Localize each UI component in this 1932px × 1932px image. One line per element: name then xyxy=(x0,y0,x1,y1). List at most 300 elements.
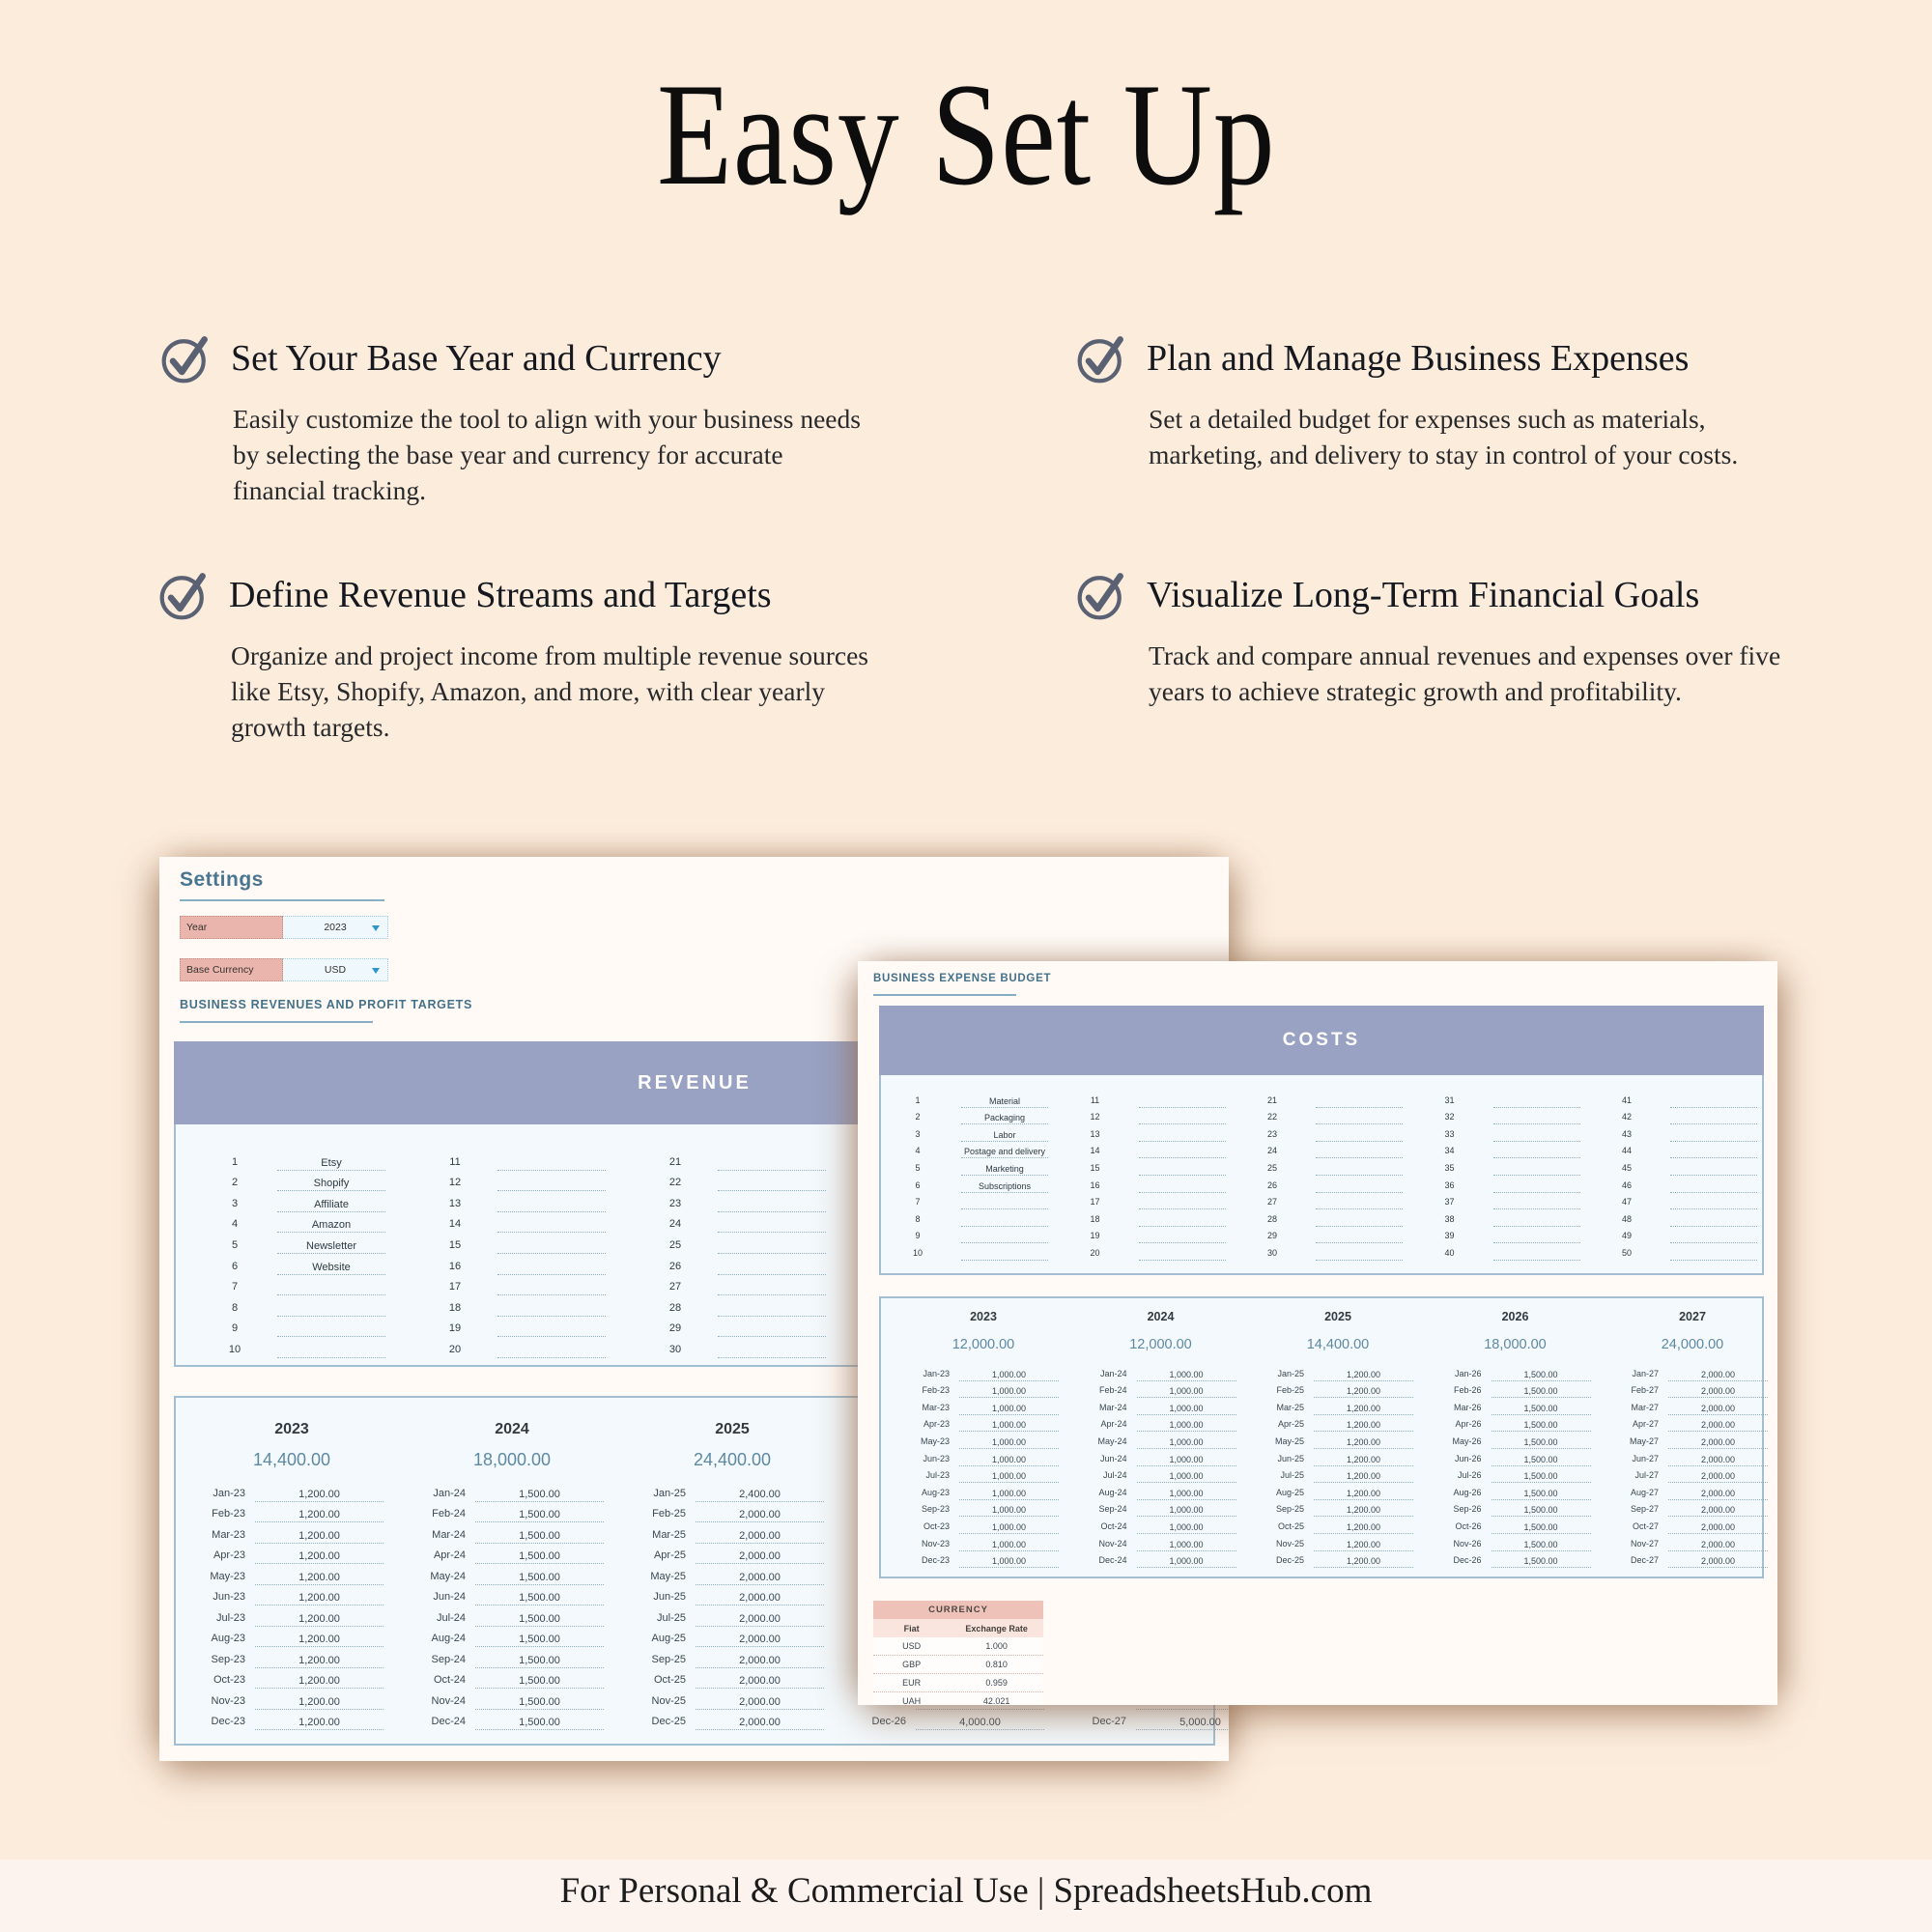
currency-code: USD xyxy=(902,1641,922,1651)
month-label: Sep-27 xyxy=(1630,1504,1659,1515)
month-row xyxy=(190,1564,393,1585)
entry-number: 17 xyxy=(1090,1197,1100,1208)
month-value: 2,000.00 xyxy=(1668,1466,1768,1484)
entry-number: 12 xyxy=(1090,1112,1100,1122)
month-row xyxy=(190,1585,393,1606)
month-label: Feb-23 xyxy=(212,1508,245,1520)
month-label: May-24 xyxy=(1097,1435,1127,1446)
entry-label xyxy=(1316,1174,1403,1176)
month-label: May-25 xyxy=(650,1570,686,1582)
month-row xyxy=(1431,1415,1601,1433)
entry-row xyxy=(1600,1176,1764,1193)
month-value: 1,000.00 xyxy=(1137,1381,1236,1399)
currency-rate: 1.000 xyxy=(985,1641,1008,1651)
month-row xyxy=(411,1585,613,1606)
month-label: Aug-24 xyxy=(431,1633,466,1644)
entry-number: 21 xyxy=(1266,1094,1277,1105)
month-value: 2,000.00 xyxy=(1668,1483,1768,1500)
feature-body-line: Easily customize the tool to align with your business needs xyxy=(233,404,861,434)
month-value: 1,500.00 xyxy=(1492,1551,1591,1569)
entry-row xyxy=(648,1317,841,1338)
entry-label xyxy=(497,1335,606,1337)
entry-number: 19 xyxy=(448,1322,462,1335)
entry-label xyxy=(277,1315,385,1317)
month-row xyxy=(1253,1398,1423,1415)
month-value: 2,000.00 xyxy=(1668,1364,1768,1381)
entry-number: 4 xyxy=(915,1146,921,1156)
month-row xyxy=(1076,1364,1246,1381)
month-value: 1,500.00 xyxy=(475,1564,604,1585)
month-row xyxy=(631,1668,834,1690)
month-row xyxy=(898,1534,1068,1551)
entry-label: Postage and delivery xyxy=(961,1147,1048,1158)
feature-body xyxy=(233,401,861,508)
month-label: Nov-24 xyxy=(1098,1538,1127,1548)
year-header: 2024 xyxy=(495,1421,529,1437)
year-column xyxy=(190,1398,393,1730)
month-value: 1,500.00 xyxy=(475,1689,604,1710)
month-row xyxy=(411,1689,613,1710)
costs-table-header: COSTS xyxy=(879,1006,1764,1075)
feature-body-line: marketing, and delivery to stay in control of your costs. xyxy=(1149,440,1739,469)
month-value: 1,000.00 xyxy=(1137,1398,1236,1415)
entry-number: 49 xyxy=(1621,1231,1632,1241)
month-row xyxy=(1253,1466,1423,1484)
checkmark-icon xyxy=(1075,331,1129,385)
year-field xyxy=(180,916,388,939)
entry-label xyxy=(718,1356,826,1358)
month-row xyxy=(1607,1415,1777,1433)
entry-label: Amazon xyxy=(277,1219,385,1233)
month-value: 1,000.00 xyxy=(959,1466,1059,1484)
month-label: Mar-25 xyxy=(652,1528,686,1541)
month-row xyxy=(411,1710,613,1731)
month-value: 1,000.00 xyxy=(1137,1364,1236,1381)
entry-number: 1 xyxy=(231,1155,239,1168)
month-value: 2,000.00 xyxy=(696,1689,824,1710)
year-total: 14,400.00 xyxy=(1306,1337,1370,1352)
month-label: Dec-27 xyxy=(1092,1716,1126,1727)
year-header: 2023 xyxy=(970,1310,997,1323)
month-value: 1,200.00 xyxy=(1314,1483,1413,1500)
month-row xyxy=(1607,1398,1777,1415)
year-dropdown[interactable] xyxy=(283,916,388,939)
entry-number: 5 xyxy=(915,1162,921,1173)
entry-row xyxy=(648,1337,841,1358)
month-label: Oct-23 xyxy=(213,1674,245,1686)
currency-code: UAH xyxy=(902,1696,922,1705)
month-row xyxy=(1253,1500,1423,1518)
entry-row xyxy=(1423,1243,1587,1261)
month-value: 1,500.00 xyxy=(1492,1381,1591,1399)
entry-row xyxy=(208,1212,401,1234)
year-total: 14,400.00 xyxy=(252,1450,331,1469)
month-value: 1,500.00 xyxy=(475,1544,604,1565)
month-label: Dec-23 xyxy=(211,1716,245,1727)
entry-row xyxy=(1068,1142,1233,1159)
month-value: 1,000.00 xyxy=(959,1517,1059,1534)
entry-number: 36 xyxy=(1444,1179,1455,1190)
currency-rate: 0.959 xyxy=(985,1678,1008,1688)
month-value: 1,500.00 xyxy=(1492,1466,1591,1484)
month-row xyxy=(411,1668,613,1690)
month-row xyxy=(898,1483,1068,1500)
month-label: Feb-25 xyxy=(652,1508,686,1520)
month-row xyxy=(190,1502,393,1523)
currency-code: EUR xyxy=(902,1678,922,1688)
entry-number: 40 xyxy=(1444,1247,1455,1258)
entry-number: 2 xyxy=(231,1177,239,1189)
entry-number: 21 xyxy=(668,1155,682,1168)
entry-label xyxy=(1493,1259,1580,1261)
entry-label xyxy=(277,1293,385,1295)
year-column xyxy=(1431,1298,1601,1568)
month-row xyxy=(898,1466,1068,1484)
entry-label xyxy=(1493,1241,1580,1243)
entry-row xyxy=(648,1295,841,1317)
month-row xyxy=(411,1564,613,1585)
month-row xyxy=(1431,1483,1601,1500)
entry-row xyxy=(1600,1108,1764,1125)
entry-label xyxy=(1139,1106,1226,1108)
entry-number: 26 xyxy=(668,1260,682,1272)
entry-group xyxy=(1245,1091,1409,1261)
entry-number: 3 xyxy=(231,1197,239,1209)
entry-number: 28 xyxy=(668,1301,682,1314)
month-value: 1,500.00 xyxy=(1492,1398,1591,1415)
month-value: 2,400.00 xyxy=(696,1481,824,1502)
base-currency-dropdown-value: USD xyxy=(324,964,347,976)
month-label: Dec-27 xyxy=(1630,1555,1659,1566)
entry-row xyxy=(891,1158,1055,1176)
currency-table-columns xyxy=(873,1619,1043,1637)
month-row xyxy=(1076,1398,1246,1415)
checkmark-icon xyxy=(1075,568,1129,622)
year-dropdown-value: 2023 xyxy=(324,922,347,933)
year-total: 18,000.00 xyxy=(1484,1337,1547,1352)
revenue-table-header: REVENUE xyxy=(174,1041,1215,1124)
year-total: 24,400.00 xyxy=(693,1450,772,1469)
entry-row xyxy=(1423,1091,1587,1108)
month-label: Feb-23 xyxy=(922,1385,950,1396)
entry-number: 31 xyxy=(1444,1094,1455,1105)
month-value: 2,000.00 xyxy=(696,1502,824,1523)
currency-row xyxy=(873,1656,1043,1674)
entry-label xyxy=(718,1210,826,1212)
month-row xyxy=(1253,1534,1423,1551)
expense-section-title: BUSINESS EXPENSE BUDGET xyxy=(873,973,1052,984)
entry-group xyxy=(1423,1091,1587,1261)
entry-number: 47 xyxy=(1621,1197,1632,1208)
month-value: 1,200.00 xyxy=(1314,1432,1413,1449)
month-value: 1,000.00 xyxy=(959,1415,1059,1433)
month-row xyxy=(1431,1534,1601,1551)
month-label: Oct-23 xyxy=(923,1520,950,1531)
checkmark-icon xyxy=(159,331,213,385)
entry-label xyxy=(1316,1191,1403,1193)
month-label: Dec-24 xyxy=(431,1716,466,1727)
entry-label xyxy=(961,1259,1048,1261)
entry-number: 18 xyxy=(1090,1213,1100,1224)
entry-label xyxy=(1316,1122,1403,1124)
month-row xyxy=(1431,1517,1601,1534)
month-row xyxy=(411,1544,613,1565)
base-currency-dropdown[interactable] xyxy=(283,958,388,981)
month-value: 1,500.00 xyxy=(1492,1449,1591,1466)
month-value: 1,000.00 xyxy=(959,1364,1059,1381)
currency-row xyxy=(873,1637,1043,1656)
month-row xyxy=(1076,1415,1246,1433)
entry-number: 48 xyxy=(1621,1213,1632,1224)
entry-label xyxy=(1139,1140,1226,1142)
month-label: May-24 xyxy=(430,1570,466,1582)
entry-row xyxy=(428,1212,621,1234)
month-row xyxy=(190,1710,393,1731)
feature-body-line: years to achieve strategic growth and profitability. xyxy=(1149,676,1682,706)
month-label: Mar-23 xyxy=(212,1528,245,1541)
entry-row xyxy=(1245,1108,1409,1125)
entry-number: 28 xyxy=(1266,1213,1277,1224)
month-label: May-27 xyxy=(1629,1435,1659,1446)
currency-table-header: CURRENCY xyxy=(873,1601,1043,1619)
entry-number: 19 xyxy=(1090,1231,1100,1241)
month-value: 2,000.00 xyxy=(696,1585,824,1606)
entry-row xyxy=(1423,1142,1587,1159)
entry-row xyxy=(1245,1209,1409,1227)
month-label: Jan-25 xyxy=(653,1487,686,1499)
entry-row xyxy=(1600,1193,1764,1210)
month-row xyxy=(190,1544,393,1565)
entry-row xyxy=(1068,1124,1233,1142)
entry-row xyxy=(428,1275,621,1296)
entry-label xyxy=(718,1293,826,1295)
month-value: 1,500.00 xyxy=(475,1585,604,1606)
month-row xyxy=(190,1522,393,1544)
settings-heading: Settings xyxy=(180,868,264,891)
year-field-label: Year xyxy=(180,916,283,939)
month-label: Jun-23 xyxy=(213,1591,245,1603)
entry-label xyxy=(718,1315,826,1317)
entry-label xyxy=(1139,1241,1226,1243)
month-label: Aug-23 xyxy=(921,1487,950,1497)
month-value: 1,200.00 xyxy=(1314,1381,1413,1399)
month-value: 4,000.00 xyxy=(916,1710,1044,1731)
entry-number: 46 xyxy=(1621,1179,1632,1190)
entry-label xyxy=(718,1252,826,1254)
revenues-section-title: BUSINESS REVENUES AND PROFIT TARGETS xyxy=(180,998,473,1011)
costs-entries-table xyxy=(879,1006,1764,1275)
month-row xyxy=(411,1502,613,1523)
entry-row xyxy=(1245,1243,1409,1261)
month-row xyxy=(1607,1551,1777,1569)
entry-row xyxy=(891,1193,1055,1210)
year-column xyxy=(1253,1298,1423,1568)
month-row xyxy=(1607,1500,1777,1518)
feature-title: Plan and Manage Business Expenses xyxy=(1147,338,1690,379)
month-label: Jan-23 xyxy=(923,1368,950,1378)
entry-label xyxy=(1670,1140,1757,1142)
section-underline xyxy=(180,1021,373,1023)
entry-label xyxy=(1316,1140,1403,1142)
month-row xyxy=(411,1627,613,1648)
entry-number: 20 xyxy=(448,1343,462,1355)
month-value: 1,200.00 xyxy=(255,1564,384,1585)
entry-row xyxy=(1600,1209,1764,1227)
year-column xyxy=(898,1298,1068,1568)
entry-number: 13 xyxy=(1090,1128,1100,1139)
month-row xyxy=(1076,1381,1246,1399)
month-row xyxy=(1076,1466,1246,1484)
entry-number: 14 xyxy=(1090,1146,1100,1156)
month-row xyxy=(1076,1551,1246,1569)
entry-label xyxy=(1670,1259,1757,1261)
month-label: Dec-26 xyxy=(871,1716,906,1727)
entry-row xyxy=(1600,1091,1764,1108)
month-row xyxy=(1253,1381,1423,1399)
year-total: 18,000.00 xyxy=(472,1450,552,1469)
month-label: Feb-26 xyxy=(1453,1385,1482,1396)
entry-label xyxy=(718,1273,826,1275)
currency-row xyxy=(873,1692,1043,1705)
month-value: 2,000.00 xyxy=(1668,1449,1768,1466)
entry-row xyxy=(208,1317,401,1338)
month-value: 1,500.00 xyxy=(475,1627,604,1648)
entry-label: Newsletter xyxy=(277,1240,385,1254)
month-label: Jan-23 xyxy=(213,1487,245,1499)
month-label: Dec-24 xyxy=(1098,1555,1127,1566)
month-label: Jan-24 xyxy=(433,1487,466,1499)
entry-label xyxy=(497,1315,606,1317)
month-row xyxy=(411,1605,613,1627)
month-row xyxy=(631,1710,834,1731)
month-row xyxy=(190,1605,393,1627)
year-header: 2024 xyxy=(1147,1310,1175,1323)
costs-years-table xyxy=(879,1296,1764,1578)
entry-row xyxy=(1423,1158,1587,1176)
month-value: 2,000.00 xyxy=(1668,1534,1768,1551)
entry-number: 42 xyxy=(1621,1112,1632,1122)
entry-number: 8 xyxy=(915,1213,921,1224)
month-value: 1,200.00 xyxy=(255,1710,384,1731)
entry-label xyxy=(1493,1208,1580,1209)
month-label: Sep-24 xyxy=(1098,1504,1127,1515)
month-value: 2,000.00 xyxy=(696,1564,824,1585)
month-row xyxy=(1607,1364,1777,1381)
year-column xyxy=(1076,1298,1246,1568)
month-label: Jun-25 xyxy=(1277,1453,1304,1463)
year-months xyxy=(1253,1364,1423,1568)
month-label: Aug-25 xyxy=(1275,1487,1304,1497)
month-row xyxy=(851,1710,1054,1731)
entry-group xyxy=(1600,1091,1764,1261)
month-label: Jun-26 xyxy=(1454,1453,1482,1463)
entry-number: 7 xyxy=(231,1281,239,1293)
entry-label xyxy=(1493,1106,1580,1108)
entry-number: 16 xyxy=(1090,1179,1100,1190)
month-label: Apr-27 xyxy=(1632,1419,1659,1430)
entry-row xyxy=(208,1191,401,1212)
month-label: Apr-26 xyxy=(1455,1419,1482,1430)
month-value: 1,000.00 xyxy=(959,1432,1059,1449)
entry-label xyxy=(1139,1122,1226,1124)
month-row xyxy=(1431,1500,1601,1518)
month-label: Sep-25 xyxy=(1275,1504,1304,1515)
entry-number: 5 xyxy=(231,1238,239,1251)
entry-label xyxy=(1316,1241,1403,1243)
month-label: Jul-23 xyxy=(216,1611,245,1624)
month-row xyxy=(1071,1710,1229,1731)
year-total: 12,000.00 xyxy=(952,1337,1015,1352)
month-value: 2,000.00 xyxy=(1668,1398,1768,1415)
entry-label xyxy=(1139,1259,1226,1261)
month-row xyxy=(1431,1432,1601,1449)
month-value: 2,000.00 xyxy=(696,1522,824,1544)
entry-label xyxy=(961,1208,1048,1209)
entry-number: 45 xyxy=(1621,1162,1632,1173)
month-value: 1,000.00 xyxy=(1137,1449,1236,1466)
entry-label xyxy=(1139,1208,1226,1209)
base-currency-field-label: Base Currency xyxy=(180,958,283,981)
month-label: Feb-25 xyxy=(1276,1385,1304,1396)
month-value: 1,000.00 xyxy=(959,1500,1059,1518)
month-row xyxy=(898,1517,1068,1534)
entry-row xyxy=(891,1243,1055,1261)
entry-row xyxy=(648,1212,841,1234)
month-row xyxy=(1607,1534,1777,1551)
entry-label: Website xyxy=(277,1262,385,1275)
month-value: 1,200.00 xyxy=(1314,1517,1413,1534)
entry-label xyxy=(1670,1191,1757,1193)
month-value: 2,000.00 xyxy=(696,1605,824,1627)
month-label: Oct-25 xyxy=(653,1674,686,1686)
year-total: 12,000.00 xyxy=(1129,1337,1192,1352)
month-row xyxy=(1431,1449,1601,1466)
checkmark-icon xyxy=(157,568,212,622)
month-label: Mar-27 xyxy=(1631,1402,1659,1412)
month-row xyxy=(1607,1449,1777,1466)
month-row xyxy=(631,1502,834,1523)
month-value: 2,000.00 xyxy=(1668,1500,1768,1518)
entry-number: 12 xyxy=(448,1177,462,1189)
year-header: 2025 xyxy=(715,1421,750,1437)
entry-label xyxy=(1670,1241,1757,1243)
entry-row xyxy=(428,1150,621,1171)
entry-number: 29 xyxy=(1266,1231,1277,1241)
entry-row xyxy=(891,1124,1055,1142)
month-value: 2,000.00 xyxy=(696,1627,824,1648)
month-row xyxy=(898,1381,1068,1399)
entry-row xyxy=(891,1142,1055,1159)
entry-number: 26 xyxy=(1266,1179,1277,1190)
month-label: Sep-24 xyxy=(431,1653,466,1665)
month-label: Dec-26 xyxy=(1453,1555,1482,1566)
month-label: Dec-25 xyxy=(1275,1555,1304,1566)
entry-group xyxy=(428,1150,621,1358)
month-value: 1,500.00 xyxy=(475,1605,604,1627)
entry-label xyxy=(1670,1122,1757,1124)
month-value: 1,200.00 xyxy=(255,1627,384,1648)
month-label: Apr-24 xyxy=(1100,1419,1127,1430)
month-row xyxy=(1607,1517,1777,1534)
month-row xyxy=(631,1605,834,1627)
month-label: Nov-23 xyxy=(211,1694,245,1707)
entry-number: 15 xyxy=(448,1238,462,1251)
month-label: Dec-23 xyxy=(921,1555,950,1566)
month-value: 1,500.00 xyxy=(475,1647,604,1668)
entry-number: 29 xyxy=(668,1322,682,1335)
entry-number: 4 xyxy=(231,1218,239,1231)
entry-number: 27 xyxy=(1266,1197,1277,1208)
